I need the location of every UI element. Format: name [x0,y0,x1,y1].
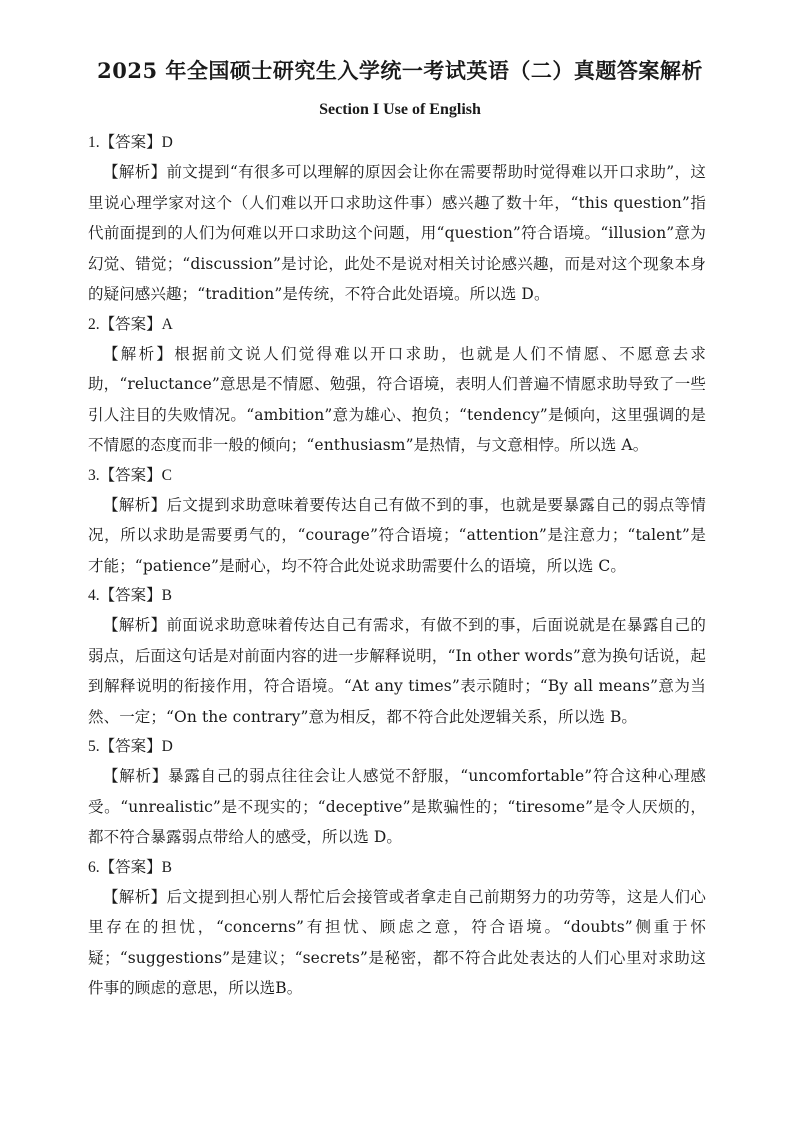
answer-item-1 [88,128,706,310]
answer-letter: D [161,134,173,151]
explanation [88,610,706,732]
answer-line [88,461,706,490]
explanation [88,882,706,1004]
question-number: 2. [88,315,100,333]
answer-letter: B [161,587,172,604]
answer-letter: C [161,466,172,484]
explanation-text: 暴露自己的弱点往往会让人感觉不舒服，“uncomfortable”符合这种心理感受。“unrealistic”是不现实的；“deceptive”是欺骗性的；“tiresome”是令人厌烦的，都不符合暴露弱点带给人的感受，所以选 D。 [88,767,706,846]
question-number: 4. [88,587,100,604]
answer-tag: 【答案】 [99,586,162,604]
explanation-text: 前文提到“有很多可以理解的原因会让你在需要帮助时觉得难以开口求助”，这里说心理学家对这个（人们难以开口求助这件事）感兴趣了数十年，“this question”指代前面提到的人们为何难以开口求助这个问题，用“question”符合语境。“illusion”意为幻觉、错觉；“discussion”是讨论，此处不是说对相关讨论感兴趣，而是对这个现象本身的疑问感兴趣；“tradition”是传统，不符合此处语境。所以选 D。 [88,163,706,303]
answer-line [88,853,706,882]
answer-letter: A [161,315,173,333]
section-title: Section I Use of English [319,101,481,118]
explanation-tag: 【解析】 [103,616,167,634]
explanation-tag: 【解析】 [103,767,168,785]
answer-item-3 [88,461,706,582]
answer-tag: 【答案】 [99,465,162,484]
answer-tag: 【答案】 [99,857,162,876]
answer-letter: B [161,858,172,876]
explanation-tag: 【解析】 [103,887,167,906]
question-number: 5. [88,738,100,755]
answer-tag: 【答案】 [99,314,162,333]
question-number: 1. [88,134,100,151]
answer-item-2 [88,310,706,461]
answer-tag: 【答案】 [99,737,162,755]
explanation-text: 后文提到担心别人帮忙后会接管或者拿走自己前期努力的功劳等，这是人们心里存在的担忧，“concerns”有担忧、顾虑之意，符合语境。“doubts”侧重于怀疑；“suggestions”是建议；“secrets”是秘密，都不符合此处表达的人们心里对求助这件事的顾虑的意思，所以选B。 [88,887,707,997]
explanation-text: 根据前文说人们觉得难以开口求助，也就是人们不情愿、不愿意去求助，“reluctance”意思是不情愿、勉强，符合语境，表明人们普遍不情愿求助导致了一些引人注目的失败情况。“ambition”意为雄心、抱负；“tendency”是倾向，这里强调的是不情愿的态度而非一般的倾向；“enthusiasm”是热情，与文意相悖。所以选 A。 [88,344,706,454]
explanation-tag: 【解析】 [103,495,167,514]
answer-list [88,128,706,1004]
explanation-tag: 【解析】 [103,163,167,181]
explanation [88,761,706,853]
explanation [88,157,706,310]
answer-item-4 [88,581,706,732]
answer-line [88,310,706,339]
question-number: 6. [88,858,100,876]
answer-item-5 [88,732,706,853]
explanation-text: 后文提到求助意味着要传达自己有做不到的事，也就是要暴露自己的弱点等情况，所以求助是需要勇气的，“courage”符合语境；“attention”是注意力；“talent”是才能；“patience”是耐心，均不符合此处说求助需要什么的语境，所以选 C。 [88,495,707,575]
document-title: 2025 年全国硕士研究生入学统一考试英语（二）真题答案解析 [97,58,703,83]
answer-line [88,732,706,761]
explanation-text: 前面说求助意味着传达自己有需求，有做不到的事，后面说就是在暴露自己的弱点，后面这句话是对前面内容的进一步解释说明，“In other words”意为换句话说，起到解释说明的衔接作用，符合语境。“At any times”表示随时；“By all means”意为当然、一定；“On the contrary”意为相反，都不符合此处逻辑关系，所以选 B。 [88,616,707,726]
question-number: 3. [88,466,100,484]
explanation [88,339,706,461]
explanation-tag: 【解析】 [103,344,175,363]
answer-letter: D [161,738,173,755]
answer-line [88,581,706,610]
answer-line [88,128,706,157]
answer-tag: 【答案】 [99,133,162,151]
answer-item-6 [88,853,706,1004]
explanation [88,490,706,582]
